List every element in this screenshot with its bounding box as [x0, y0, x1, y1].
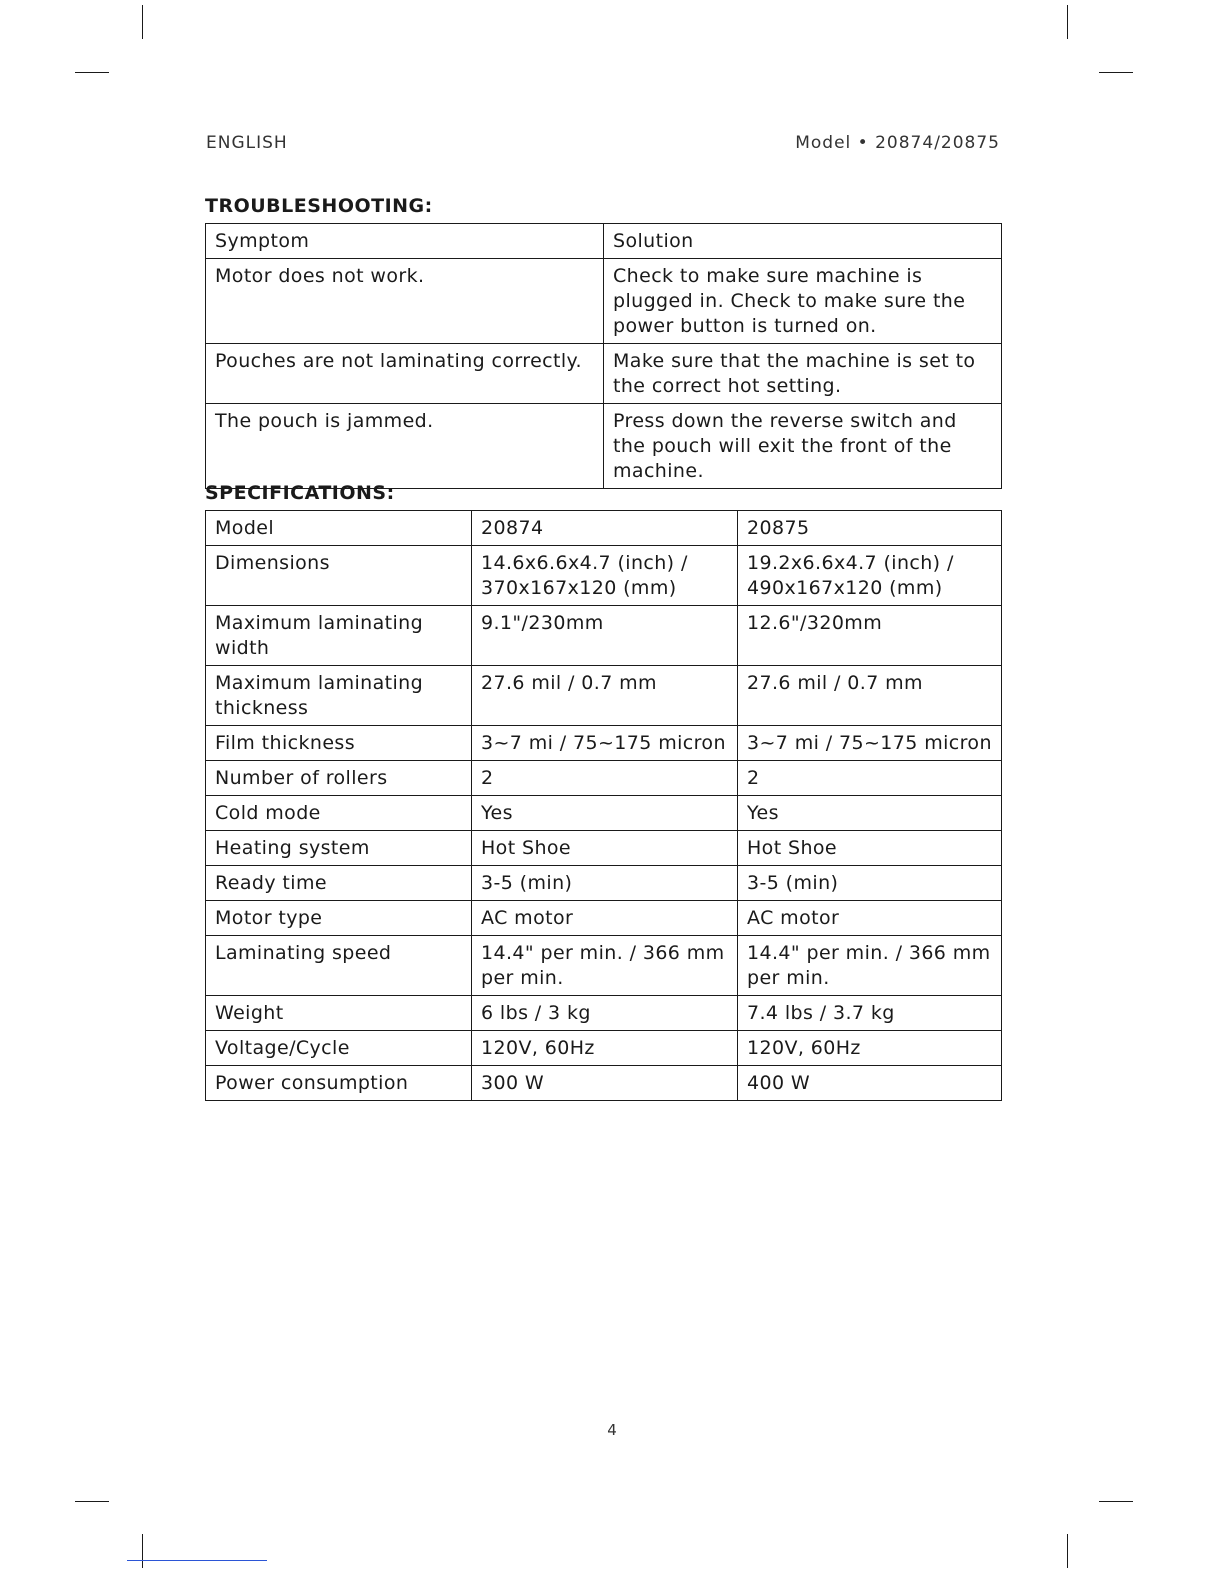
spec-value-20875: 3~7 mi / 75~175 micron: [738, 726, 1002, 761]
troubleshooting-title: TROUBLESHOOTING:: [205, 195, 433, 217]
spec-label: Voltage/Cycle: [206, 1031, 472, 1066]
spec-label: Power consumption: [206, 1066, 472, 1101]
table-row: [206, 901, 1002, 936]
spec-value-20875: AC motor: [738, 901, 1002, 936]
spec-value-20874: 9.1"/230mm: [472, 606, 738, 666]
table-row: [206, 866, 1002, 901]
spec-value-20875: Hot Shoe: [738, 831, 1002, 866]
spec-value-20874: 300 W: [472, 1066, 738, 1101]
troubleshooting-table: [205, 223, 1002, 489]
spec-value-20874: AC motor: [472, 901, 738, 936]
spec-value-20875: 19.2x6.6x4.7 (inch) / 490x167x120 (mm): [738, 546, 1002, 606]
spec-value-20875: 400 W: [738, 1066, 1002, 1101]
table-header-cell: Solution: [604, 224, 1002, 259]
spec-value-20874: Yes: [472, 796, 738, 831]
spec-value-20874: 14.4" per min. / 366 mm per min.: [472, 936, 738, 996]
spec-value-20874: Hot Shoe: [472, 831, 738, 866]
spec-value-20874: 120V, 60Hz: [472, 1031, 738, 1066]
crop-mark: [142, 1534, 143, 1568]
table-row: [206, 936, 1002, 996]
spec-value-20875: 14.4" per min. / 366 mm per min.: [738, 936, 1002, 996]
table-row: [206, 344, 1002, 404]
table-row: [206, 1066, 1002, 1101]
table-header-row: [206, 511, 1002, 546]
spec-label: Weight: [206, 996, 472, 1031]
model-label: Model • 20874/20875: [795, 133, 1000, 153]
spec-value-20874: 3~7 mi / 75~175 micron: [472, 726, 738, 761]
spec-value-20875: Yes: [738, 796, 1002, 831]
crop-mark: [1099, 72, 1133, 73]
table-row: [206, 404, 1002, 489]
table-header-cell: Symptom: [206, 224, 604, 259]
symptom-cell: Pouches are not laminating correctly.: [206, 344, 604, 404]
spec-label: Maximum laminating thickness: [206, 666, 472, 726]
table-header-cell: 20874: [472, 511, 738, 546]
spec-value-20875: 2: [738, 761, 1002, 796]
symptom-cell: The pouch is jammed.: [206, 404, 604, 489]
blue-rule: [127, 1560, 267, 1561]
spec-label: Ready time: [206, 866, 472, 901]
spec-value-20875: 12.6"/320mm: [738, 606, 1002, 666]
spec-label: Laminating speed: [206, 936, 472, 996]
solution-cell: Check to make sure machine is plugged in. Check to make sure the power button is turned on.: [604, 259, 1002, 344]
solution-cell: Press down the reverse switch and the pouch will exit the front of the machine.: [604, 404, 1002, 489]
table-header-row: [206, 224, 1002, 259]
spec-label: Heating system: [206, 831, 472, 866]
spec-value-20874: 2: [472, 761, 738, 796]
table-header-cell: Model: [206, 511, 472, 546]
page-number: 4: [607, 1421, 617, 1439]
spec-value-20874: 6 lbs / 3 kg: [472, 996, 738, 1031]
crop-mark: [1067, 5, 1068, 39]
spec-value-20875: 120V, 60Hz: [738, 1031, 1002, 1066]
crop-mark: [75, 1501, 109, 1502]
spec-label: Cold mode: [206, 796, 472, 831]
spec-label: Film thickness: [206, 726, 472, 761]
specifications-title: SPECIFICATIONS:: [205, 482, 395, 504]
table-row: [206, 666, 1002, 726]
crop-mark: [75, 72, 109, 73]
spec-value-20875: 27.6 mil / 0.7 mm: [738, 666, 1002, 726]
crop-mark: [1067, 1534, 1068, 1568]
table-row: [206, 259, 1002, 344]
table-row: [206, 796, 1002, 831]
table-row: [206, 1031, 1002, 1066]
crop-mark: [142, 5, 143, 39]
table-row: [206, 726, 1002, 761]
spec-label: Maximum laminating width: [206, 606, 472, 666]
table-header-cell: 20875: [738, 511, 1002, 546]
table-row: [206, 546, 1002, 606]
spec-label: Number of rollers: [206, 761, 472, 796]
spec-value-20874: 3-5 (min): [472, 866, 738, 901]
table-row: [206, 606, 1002, 666]
spec-value-20875: 7.4 lbs / 3.7 kg: [738, 996, 1002, 1031]
table-row: [206, 996, 1002, 1031]
spec-value-20874: 14.6x6.6x4.7 (inch) / 370x167x120 (mm): [472, 546, 738, 606]
table-row: [206, 831, 1002, 866]
symptom-cell: Motor does not work.: [206, 259, 604, 344]
table-row: [206, 761, 1002, 796]
solution-cell: Make sure that the machine is set to the correct hot setting.: [604, 344, 1002, 404]
crop-mark: [1099, 1501, 1133, 1502]
spec-label: Dimensions: [206, 546, 472, 606]
spec-label: Motor type: [206, 901, 472, 936]
spec-value-20874: 27.6 mil / 0.7 mm: [472, 666, 738, 726]
spec-value-20875: 3-5 (min): [738, 866, 1002, 901]
language-label: ENGLISH: [206, 133, 288, 153]
specifications-table: [205, 510, 1002, 1101]
